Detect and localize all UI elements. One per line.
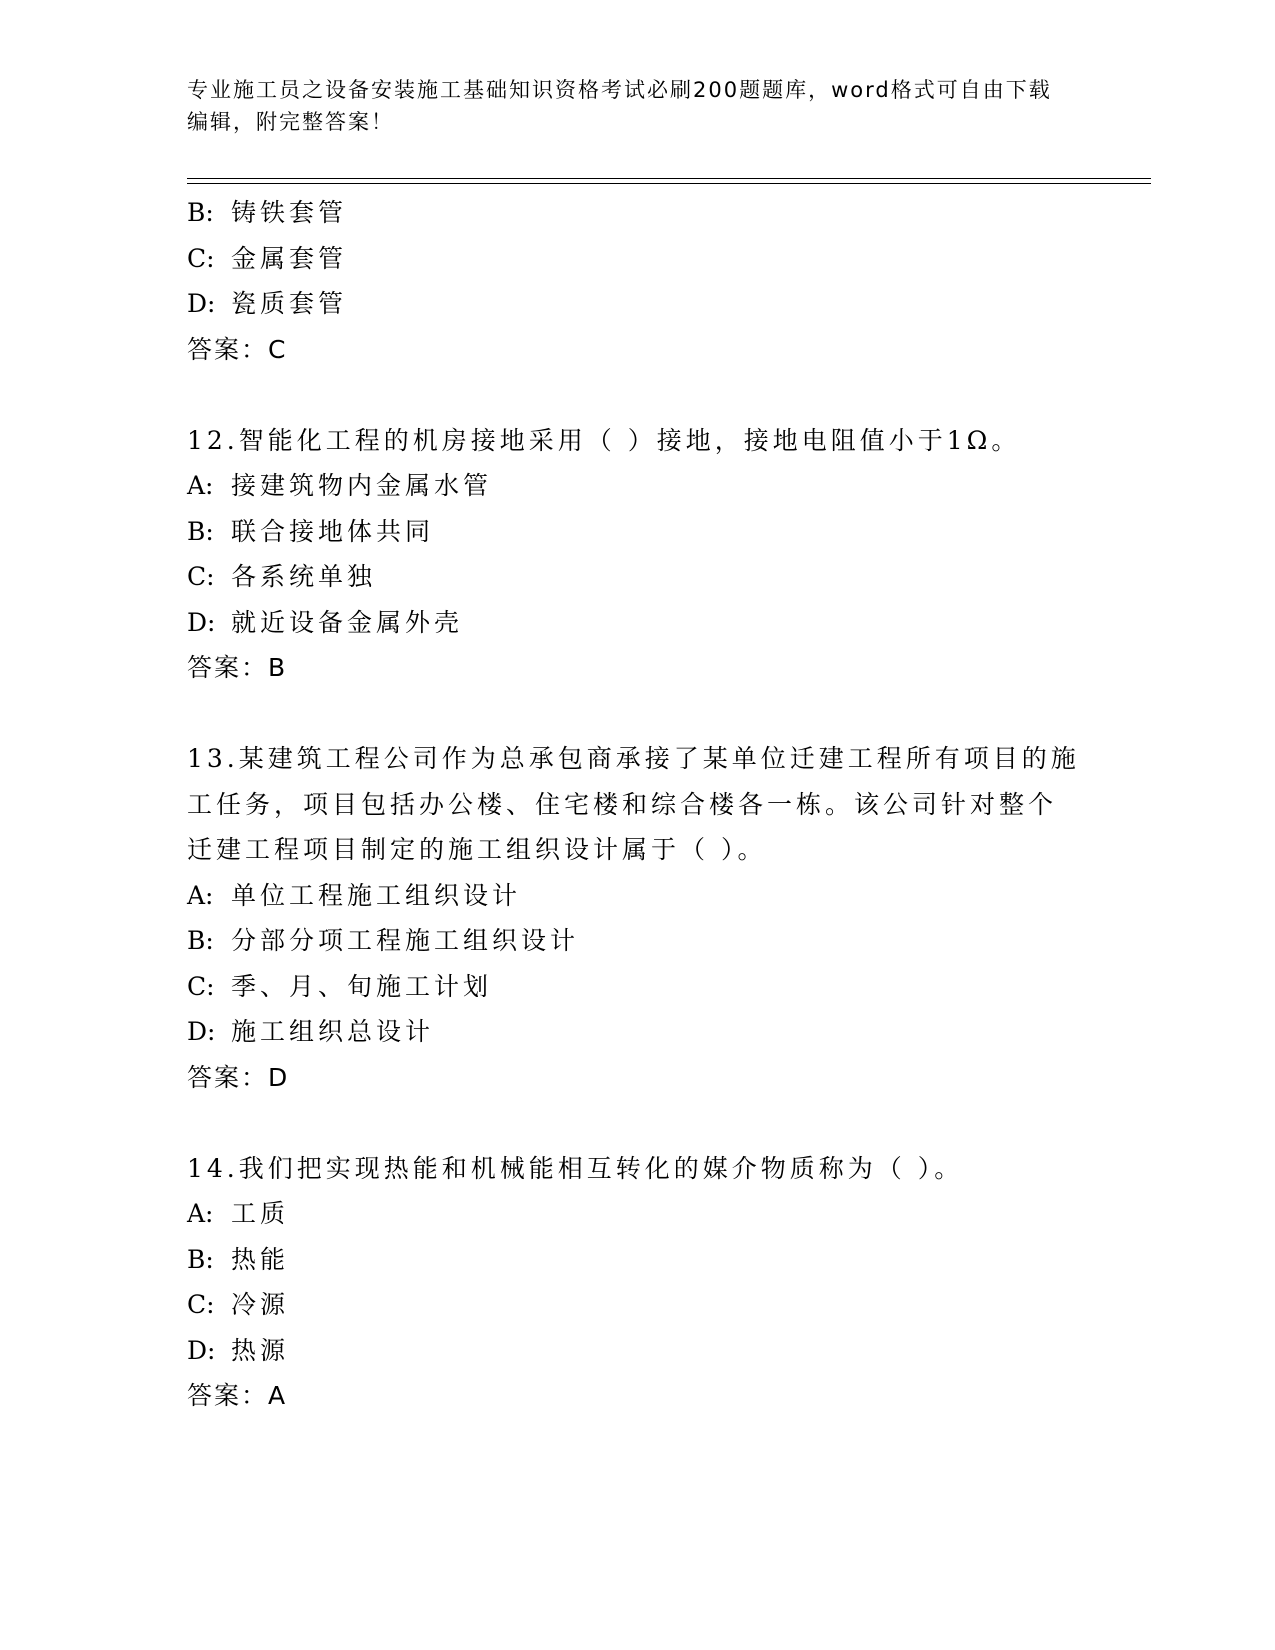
- option-text: 各系统单独: [231, 562, 377, 591]
- option-d: [187, 281, 1087, 327]
- option-key: C:: [187, 1290, 215, 1319]
- question-12-stem: 12.智能化工程的机房接地采用（ ）接地，接地电阻值小于1Ω。: [187, 425, 1021, 455]
- option-text: 热源: [231, 1335, 290, 1365]
- option-a: [187, 873, 1087, 919]
- option-text: 工质: [231, 1199, 290, 1228]
- option-text: 单位工程施工组织设计: [231, 880, 522, 910]
- option-key: D:: [187, 1017, 216, 1046]
- option-b: [187, 918, 1087, 964]
- option-key: B:: [187, 198, 214, 227]
- spacer: [187, 691, 1087, 737]
- option-text: 联合接地体共同: [231, 516, 435, 546]
- option-text: 冷源: [231, 1290, 290, 1319]
- question-list: [187, 190, 1087, 1419]
- answer-line: 答案：A: [187, 1381, 288, 1410]
- option-b: [187, 190, 1087, 236]
- option-c: [187, 554, 1087, 600]
- question-13-stem-line-2: 工任务，项目包括办公楼、住宅楼和综合楼各一栋。该公司针对整个: [187, 789, 1058, 819]
- option-key: B:: [187, 1244, 214, 1274]
- option-text: 铸铁套管: [231, 198, 348, 227]
- question-13-stem-line-3: 迁建工程项目制定的施工组织设计属于（ ）。: [187, 835, 767, 864]
- page-header-title: 专业施工员之设备安装施工基础知识资格考试必刷200题题库，word格式可自由下载编辑，附完整答案！: [187, 78, 1052, 134]
- option-key: A:: [187, 880, 214, 910]
- option-a: [187, 463, 1087, 509]
- question-13-stem-line-1: 13.某建筑工程公司作为总承包商承接了某单位迁建工程所有项目的施: [187, 744, 1080, 773]
- answer-line: 答案：C: [187, 334, 288, 364]
- option-a: [187, 1191, 1087, 1237]
- option-key: B:: [187, 926, 214, 955]
- header-rule-bottom: [187, 183, 1151, 184]
- option-key: D:: [187, 1335, 216, 1365]
- option-text: 瓷质套管: [231, 289, 348, 318]
- option-b: [187, 1237, 1087, 1283]
- option-key: C:: [187, 562, 215, 591]
- answer-line: 答案：B: [187, 653, 288, 682]
- option-c: [187, 236, 1087, 282]
- option-key: D:: [187, 607, 216, 637]
- option-c: [187, 964, 1087, 1010]
- option-text: 施工组织总设计: [231, 1017, 435, 1046]
- option-b: [187, 509, 1087, 555]
- option-key: B:: [187, 516, 214, 546]
- option-text: 热能: [231, 1244, 290, 1274]
- option-c: [187, 1282, 1087, 1328]
- header-rule-top: [187, 178, 1151, 179]
- spacer: [187, 372, 1087, 418]
- option-text: 季、月、旬施工计划: [231, 971, 493, 1001]
- option-key: C:: [187, 243, 215, 273]
- question-14-stem: 14.我们把实现热能和机械能相互转化的媒介物质称为（ ）。: [187, 1153, 964, 1183]
- option-d: [187, 1328, 1087, 1374]
- option-d: [187, 1009, 1087, 1055]
- answer-line: 答案：D: [187, 1062, 290, 1092]
- spacer: [187, 1100, 1087, 1146]
- option-d: [187, 600, 1087, 646]
- option-text: 接建筑物内金属水管: [231, 471, 493, 500]
- option-key: A:: [187, 1199, 214, 1228]
- option-text: 金属套管: [231, 243, 348, 273]
- option-key: D:: [187, 289, 216, 318]
- option-key: C:: [187, 971, 215, 1001]
- option-key: A:: [187, 471, 214, 500]
- option-text: 就近设备金属外壳: [231, 607, 464, 637]
- option-text: 分部分项工程施工组织设计: [231, 926, 580, 955]
